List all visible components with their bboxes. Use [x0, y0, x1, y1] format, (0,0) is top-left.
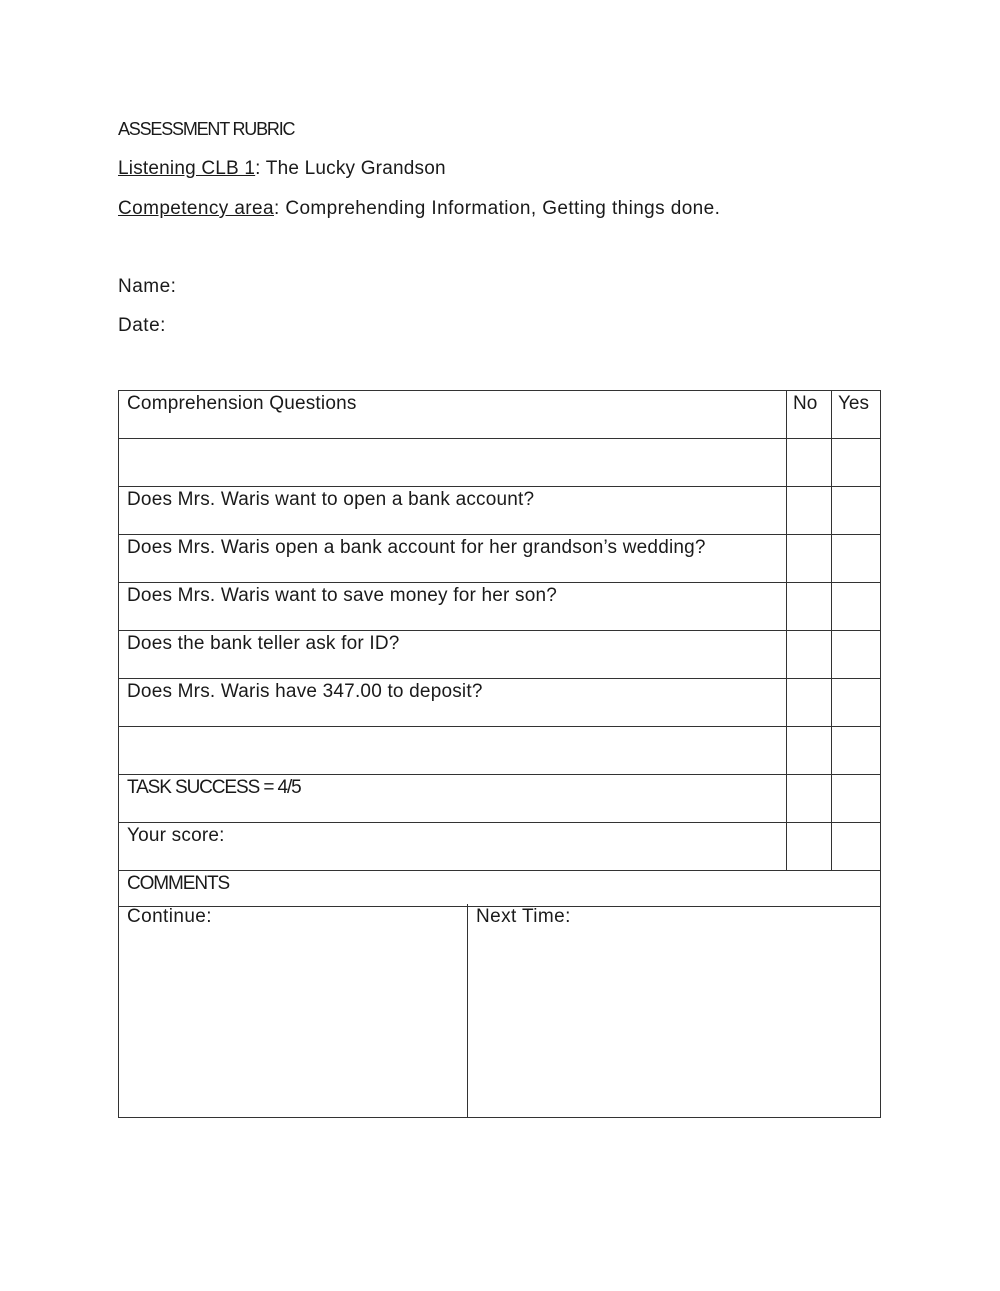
yes-cell[interactable] — [832, 439, 881, 487]
question-cell: Does Mrs. Waris want to save money for her son? — [119, 583, 787, 631]
no-cell[interactable] — [787, 631, 832, 679]
comments-header-row — [119, 871, 881, 907]
yes-cell[interactable] — [832, 823, 881, 871]
score-row — [119, 823, 881, 871]
question-cell: Does the bank teller ask for ID? — [119, 631, 787, 679]
competency-label: Competency area — [118, 198, 274, 219]
rubric-table — [118, 390, 881, 907]
no-cell[interactable] — [787, 679, 832, 727]
comments-row — [119, 904, 881, 1118]
header-no: No — [787, 391, 832, 439]
competency-value: : Comprehending Information, Getting things done. — [273, 198, 721, 219]
table-row — [119, 583, 881, 631]
no-cell[interactable] — [787, 487, 832, 535]
no-cell[interactable] — [787, 583, 832, 631]
task-success-cell: TASK SUCCESS = 4/5 — [119, 775, 787, 823]
question-cell — [119, 727, 787, 775]
competency-line — [118, 198, 720, 220]
question-cell: Does Mrs. Waris want to open a bank account? — [119, 487, 787, 535]
listening-line — [118, 158, 446, 180]
no-cell[interactable] — [787, 775, 832, 823]
question-cell: Does Mrs. Waris have 347.00 to deposit? — [119, 679, 787, 727]
table-row — [119, 631, 881, 679]
table-row — [119, 727, 881, 775]
question-cell: Does Mrs. Waris open a bank account for her grandson’s wedding? — [119, 535, 787, 583]
table-header-row — [119, 391, 881, 439]
header-yes: Yes — [832, 391, 881, 439]
listening-label: Listening CLB 1 — [118, 158, 256, 179]
no-cell[interactable] — [787, 439, 832, 487]
task-success-row — [119, 775, 881, 823]
table-row — [119, 535, 881, 583]
name-label: Name: — [118, 276, 177, 297]
comments-label: COMMENTS — [119, 871, 881, 907]
no-cell[interactable] — [787, 535, 832, 583]
no-cell[interactable] — [787, 823, 832, 871]
document-title: ASSESSMENT RUBRIC — [118, 119, 295, 139]
yes-cell[interactable] — [832, 727, 881, 775]
date-label: Date: — [118, 315, 166, 336]
question-cell — [119, 439, 787, 487]
yes-cell[interactable] — [832, 583, 881, 631]
table-row — [119, 439, 881, 487]
yes-cell[interactable] — [832, 679, 881, 727]
no-cell[interactable] — [787, 727, 832, 775]
continue-cell[interactable]: Continue: — [119, 904, 468, 1118]
next-time-cell[interactable]: Next Time: — [468, 904, 881, 1118]
table-row — [119, 679, 881, 727]
yes-cell[interactable] — [832, 775, 881, 823]
score-cell: Your score: — [119, 823, 787, 871]
yes-cell[interactable] — [832, 631, 881, 679]
comments-table — [118, 904, 881, 1118]
yes-cell[interactable] — [832, 535, 881, 583]
yes-cell[interactable] — [832, 487, 881, 535]
table-row — [119, 487, 881, 535]
listening-value: : The Lucky Grandson — [255, 158, 446, 179]
header-questions: Comprehension Questions — [119, 391, 787, 439]
